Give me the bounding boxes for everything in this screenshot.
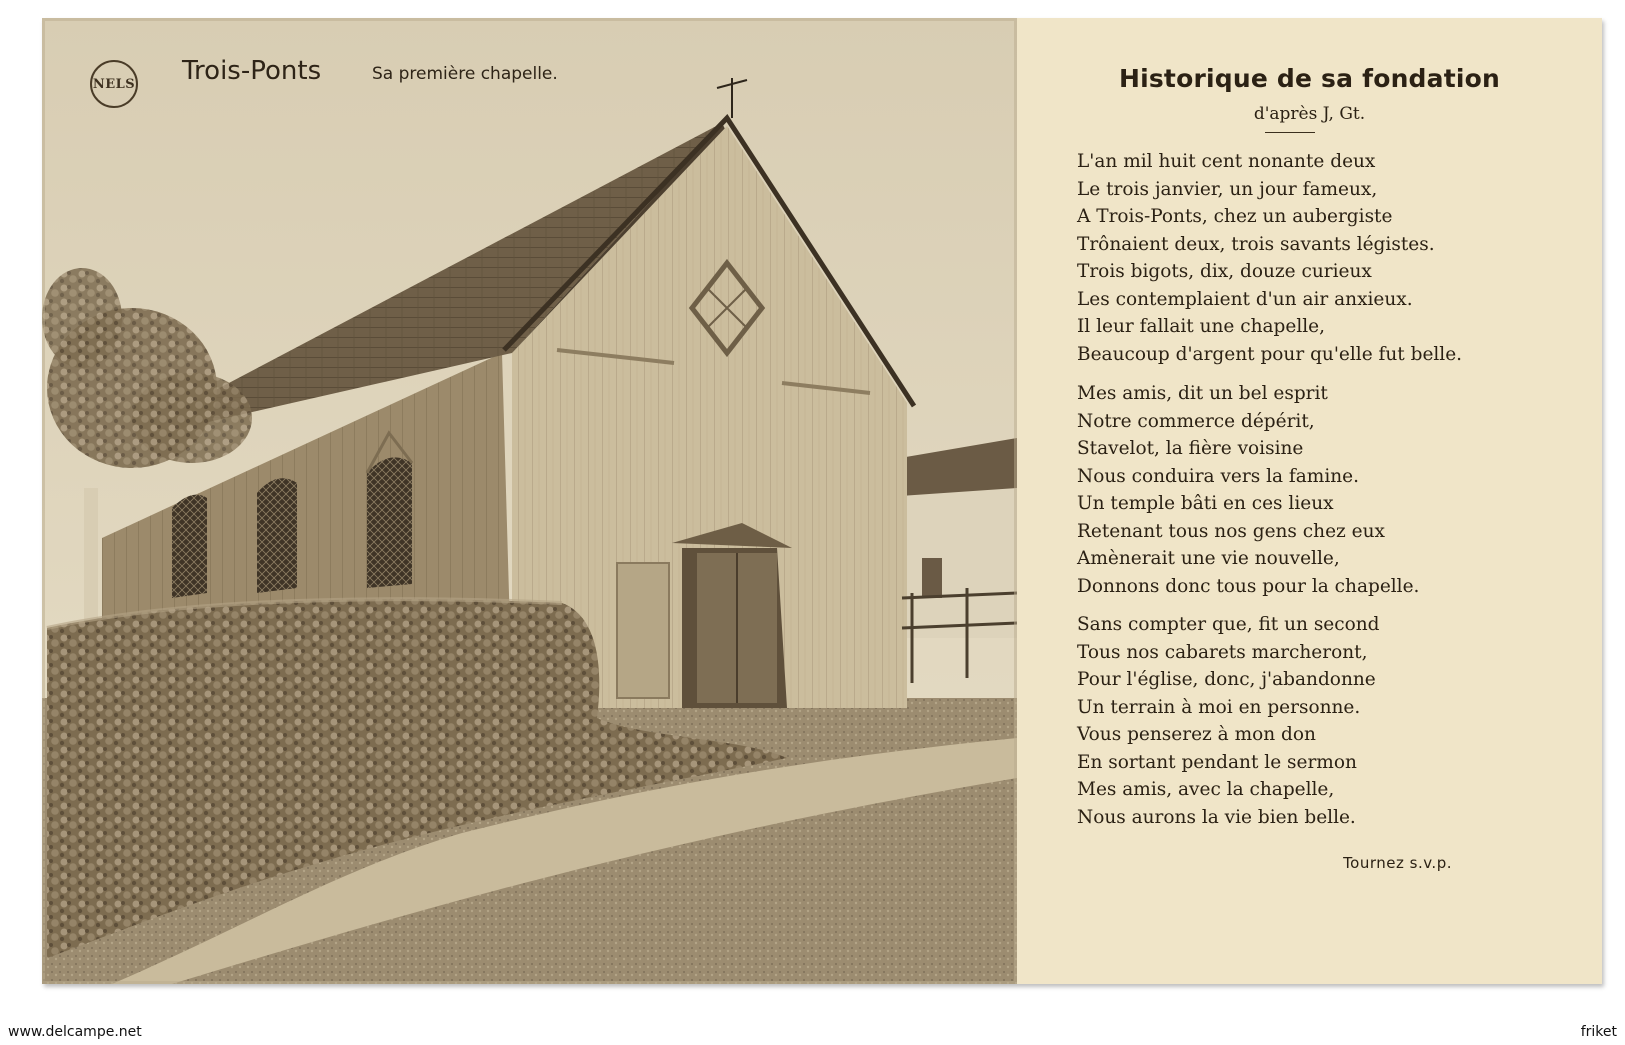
stanza-2 xyxy=(1077,380,1419,600)
poem-line: Amènerait une vie nouvelle, xyxy=(1077,548,1340,569)
poem-line: Vous penserez à mon don xyxy=(1077,724,1316,745)
poem-line: Mes amis, dit un bel esprit xyxy=(1077,383,1328,404)
poem-line: Nous aurons la vie bien belle. xyxy=(1077,806,1356,828)
poem-line: Beaucoup d'argent pour qu'elle fut belle. xyxy=(1077,343,1463,365)
divider xyxy=(1265,132,1315,133)
publisher-logo: NELS xyxy=(90,60,138,108)
poem-line: Un terrain à moi en personne. xyxy=(1077,696,1361,718)
postcard xyxy=(42,18,1602,984)
photo-subtitle: Sa première chapelle. xyxy=(372,64,558,84)
stanza-3 xyxy=(1077,611,1380,831)
poem-line: Il leur fallait une chapelle, xyxy=(1077,316,1325,337)
poem-line: A Trois-Ponts, chez un aubergiste xyxy=(1077,206,1393,227)
poem-line: Le trois janvier, un jour fameux, xyxy=(1077,178,1378,200)
poem-line: Trônaient deux, trois savants légistes. xyxy=(1077,233,1435,255)
poem-line: Retenant tous nos gens chez eux xyxy=(1077,520,1385,542)
poem-heading: Historique de sa fondation xyxy=(1118,64,1501,93)
turn-over-note: Tournez s.v.p. xyxy=(1343,854,1452,872)
poem-line: En sortant pendant le sermon xyxy=(1077,751,1357,773)
poem-line: Mes amis, avec la chapelle, xyxy=(1077,779,1335,800)
poem-line: Pour l'église, donc, j'abandonne xyxy=(1077,669,1376,690)
poem-line: Un temple bâti en ces lieux xyxy=(1077,493,1334,514)
chapel-photo xyxy=(42,18,1017,984)
poem-line: Sans compter que, fit un second xyxy=(1077,614,1380,635)
stanza-1 xyxy=(1077,148,1462,368)
poem-line: Les contemplaient d'un air anxieux. xyxy=(1077,288,1413,310)
poem-line: L'an mil huit cent nonante deux xyxy=(1077,151,1376,172)
poem-line: Donnons donc tous pour la chapelle. xyxy=(1077,575,1420,597)
poem-line: Stavelot, la fière voisine xyxy=(1077,438,1304,459)
watermark-right: friket xyxy=(1580,1024,1617,1040)
watermark-left: www.delcampe.net xyxy=(8,1024,142,1040)
poem-line: Notre commerce dépérit, xyxy=(1077,410,1315,432)
photo-title: Trois-Ponts xyxy=(182,56,322,86)
poem-panel xyxy=(1017,18,1602,984)
poem-byline: d'après J, Gt. xyxy=(1253,104,1366,124)
poem-line: Nous conduira vers la famine. xyxy=(1077,465,1359,487)
poem-line: Tous nos cabarets marcheront, xyxy=(1077,641,1368,663)
poem-line: Trois bigots, dix, douze curieux xyxy=(1077,261,1372,282)
